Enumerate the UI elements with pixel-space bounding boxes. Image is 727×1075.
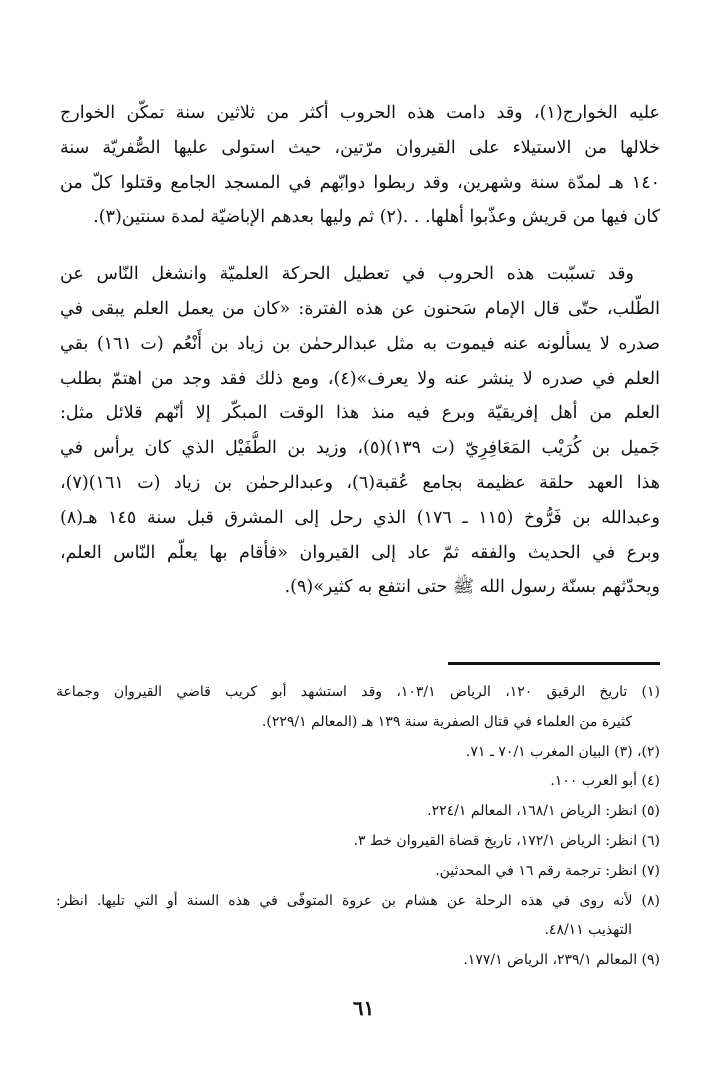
text-line: وبرع في الحديث والفقه ثمّ عاد إلى القيروان «فأقام بها يعلّم النّاس العلم، bbox=[60, 542, 660, 563]
footnote-line: (٦) انظر: الرياض ١٧٢/١، تاريخ قضاة القيروان خط ٣. bbox=[353, 832, 660, 849]
text-line: وقد تسبّبت هذه الحروب في تعطيل الحركة العلميّة وانشغل النّاس عن bbox=[60, 264, 634, 285]
footnote-line: (٥) انظر: الرياض ١٦٨/١، المعالم ٢٢٤/١. bbox=[427, 803, 660, 820]
paragraph-gap bbox=[60, 235, 660, 257]
page-number: ٦١ bbox=[352, 996, 375, 1020]
text-line: هذا العهد حلقة عظيمة بجامع عُقبة(٦)، وعبدالرحمٰن بن زياد (ت ١٦١)(٧)، bbox=[60, 472, 660, 493]
footnote-line: (٢)، (٣) البيان المغرب ٧٠/١ ـ ٧١. bbox=[465, 743, 660, 760]
footnote-line: التهذيب ٤٨/١١. bbox=[544, 922, 632, 939]
text-line: عليه الخوارج(١)، وقد دامت هذه الحروب أكثر من ثلاثين سنة تمكّن الخوارج bbox=[60, 103, 660, 123]
text-line: جَميل بن كُرَيْب المَعَافِرِيّ (ت ١٣٩)(٥)، وزيد بن الطُّفَيْل الذي كان يرأس في bbox=[60, 438, 660, 459]
footnote-line: (١) تاريخ الرقيق ١٢٠، الرياض ١٠٣/١، وقد استشهد أبو كريب قاضي القيروان وجماعة bbox=[56, 684, 660, 700]
text-line: كان فيها من قريش وعذّبوا أهلها. . .(٢) ثم وليها بعدهم الإباضيّة لمدة سنتين(٣). bbox=[93, 207, 660, 228]
footnote-separator bbox=[448, 662, 660, 665]
paragraph-2 bbox=[60, 257, 660, 605]
text-line: صدره لا يسألونه عنه فيموت به مثل عبدالرحمٰن بن زياد بن أَنْعُم (ت ١٦١) بقي bbox=[60, 333, 660, 354]
text-line: العلم من أهل إفريقيّة وبرع فيه منذ هذا الوقت المبكّر إلا أنّهم قلائل مثل: bbox=[60, 403, 660, 424]
footnote-line: (٩) المعالم ٢٣٩/١، الرياض ١٧٧/١. bbox=[463, 952, 660, 969]
footnote-line: (٧) انظر: ترجمة رقم ١٦ في المحدثين. bbox=[435, 862, 660, 879]
footnote-line: كثيرة من العلماء في قتال الصفرية سنة ١٣٩ هـ (المعالم ٢٢٩/١). bbox=[261, 713, 632, 730]
text-line: الطّلب، حتّى قال الإمام سَحنون عن هذه الفترة: «كان من يعمل العلم يبقى في bbox=[60, 298, 660, 319]
paragraph-1 bbox=[60, 96, 660, 235]
text-line: ١٤٠ هـ لمدّة سنة وشهرين، وقد ربطوا دوابّهم في المسجد الجامع وقتلوا كلّ من bbox=[60, 172, 660, 193]
text-line: ويحدّثهم بسنّة رسول الله ﷺ حتى انتفع به كثير»(٩). bbox=[284, 577, 660, 598]
footnote-line: (٨) لأنه روى في هذه الرحلة عن هشام بن عروة المتوفّى في هذه السنة أو التي تليها. انظر: bbox=[56, 892, 660, 909]
text-line: وعبدالله بن فَرُّوخ (١١٥ ـ ١٧٦) الذي رحل إلى المشرق قبل سنة ١٤٥ هـ(٨) bbox=[60, 507, 660, 528]
footnote-line: (٤) أبو العرب ١٠٠. bbox=[550, 773, 660, 790]
text-line: خلالها من الاستيلاء على القيروان مرّتين، حيث استولى عليها الصُّفريّة سنة bbox=[60, 137, 660, 158]
main-text bbox=[60, 96, 660, 605]
text-line: العلم في صدره لا ينشر عنه ولا يعرف»(٤)، ومع ذلك فقد وجد من اهتمّ بطلب bbox=[60, 368, 660, 389]
footnotes bbox=[56, 678, 660, 976]
